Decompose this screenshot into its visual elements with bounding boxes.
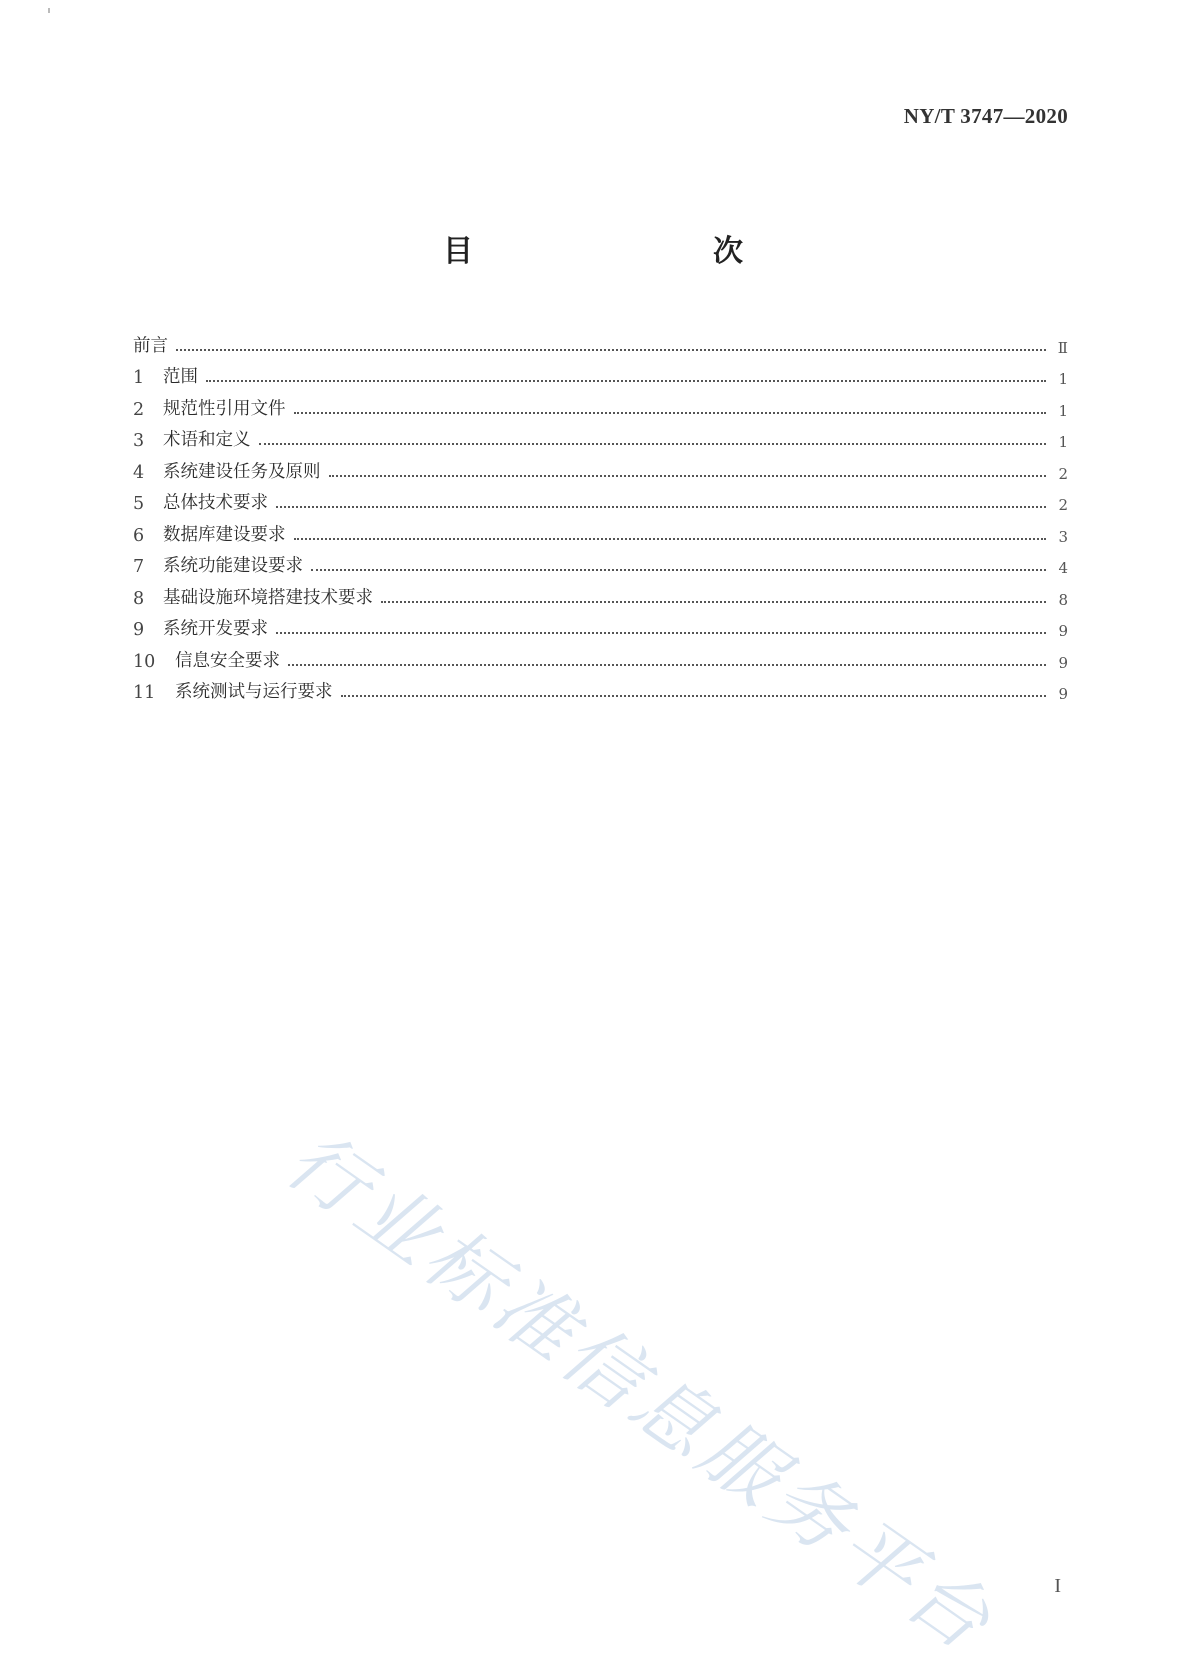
toc-entry-1[interactable]: [133, 357, 1068, 389]
toc-entry-number: 5: [133, 494, 145, 514]
toc-title: 目 次: [443, 234, 803, 269]
toc-entry-9[interactable]: [133, 609, 1068, 641]
toc-entry-label: 术语和定义: [163, 430, 251, 450]
toc-entry-page: 4: [1058, 559, 1068, 577]
watermark: 行业标准信息服务平台: [270, 1114, 1010, 1671]
toc-entry-number: 9: [133, 620, 145, 640]
dot-leader: [206, 379, 1046, 382]
toc-entry-label: 系统建设任务及原则: [163, 461, 321, 482]
toc-entry-number: 2: [133, 399, 145, 420]
table-of-contents: [133, 325, 1068, 703]
toc-entry-label: 基础设施环境搭建技术要求: [163, 587, 373, 608]
dot-leader: [294, 411, 1047, 414]
toc-entry-10[interactable]: [133, 640, 1068, 672]
toc-entry-label: 前言: [133, 335, 168, 356]
toc-entry-number: 11: [133, 683, 156, 703]
toc-entry-5[interactable]: [133, 483, 1068, 515]
document-code: NY/T 3747—2020: [903, 104, 1068, 128]
dot-leader: [288, 663, 1046, 666]
toc-entry-6[interactable]: [133, 514, 1068, 546]
toc-entry-page: 1: [1058, 433, 1068, 451]
toc-entry-label: 系统开发要求: [163, 619, 268, 639]
toc-entry-number: 10: [133, 651, 156, 672]
toc-entry-page: 1: [1058, 370, 1068, 388]
dot-leader: [276, 505, 1046, 508]
toc-entry-label: 系统功能建设要求: [163, 556, 303, 576]
dot-leader: [341, 694, 1047, 697]
toc-entry-label: 规范性引用文件: [163, 398, 286, 419]
toc-entry-foreword[interactable]: [133, 325, 1068, 357]
toc-entry-number: 6: [133, 525, 145, 546]
toc-entry-page: 8: [1058, 590, 1068, 609]
toc-entry-label: 总体技术要求: [163, 493, 268, 513]
toc-entry-page: Ⅱ: [1057, 338, 1068, 357]
dot-leader: [329, 474, 1047, 477]
toc-entry-number: 4: [133, 462, 145, 483]
dot-leader: [176, 348, 1046, 351]
dot-leader: [276, 631, 1046, 634]
toc-entry-page: 2: [1058, 496, 1068, 514]
toc-entry-page: 2: [1058, 464, 1068, 483]
dot-leader: [294, 537, 1047, 540]
dot-leader: [381, 600, 1046, 603]
toc-entry-11[interactable]: [133, 672, 1068, 704]
page-number: I: [1054, 1575, 1061, 1597]
toc-entry-8[interactable]: [133, 577, 1068, 609]
dot-leader: [311, 568, 1046, 571]
toc-entry-number: 8: [133, 588, 145, 609]
dot-leader: [259, 442, 1047, 445]
toc-entry-number: 7: [133, 557, 145, 577]
toc-entry-page: 1: [1058, 401, 1068, 420]
toc-entry-page: 3: [1058, 527, 1068, 546]
toc-entry-page: 9: [1058, 622, 1068, 640]
toc-entry-label: 数据库建设要求: [163, 524, 286, 545]
toc-entry-7[interactable]: [133, 546, 1068, 578]
toc-entry-number: 1: [133, 368, 145, 388]
toc-entry-3[interactable]: [133, 420, 1068, 452]
toc-entry-2[interactable]: [133, 388, 1068, 420]
toc-entry-page: 9: [1058, 653, 1068, 672]
toc-entry-number: 3: [133, 431, 145, 451]
toc-entry-label: 系统测试与运行要求: [175, 682, 333, 702]
scan-mark: [48, 8, 50, 13]
toc-entry-label: 信息安全要求: [175, 650, 280, 671]
toc-entry-page: 9: [1058, 685, 1068, 703]
toc-entry-4[interactable]: [133, 451, 1068, 483]
toc-entry-label: 范围: [163, 367, 198, 387]
